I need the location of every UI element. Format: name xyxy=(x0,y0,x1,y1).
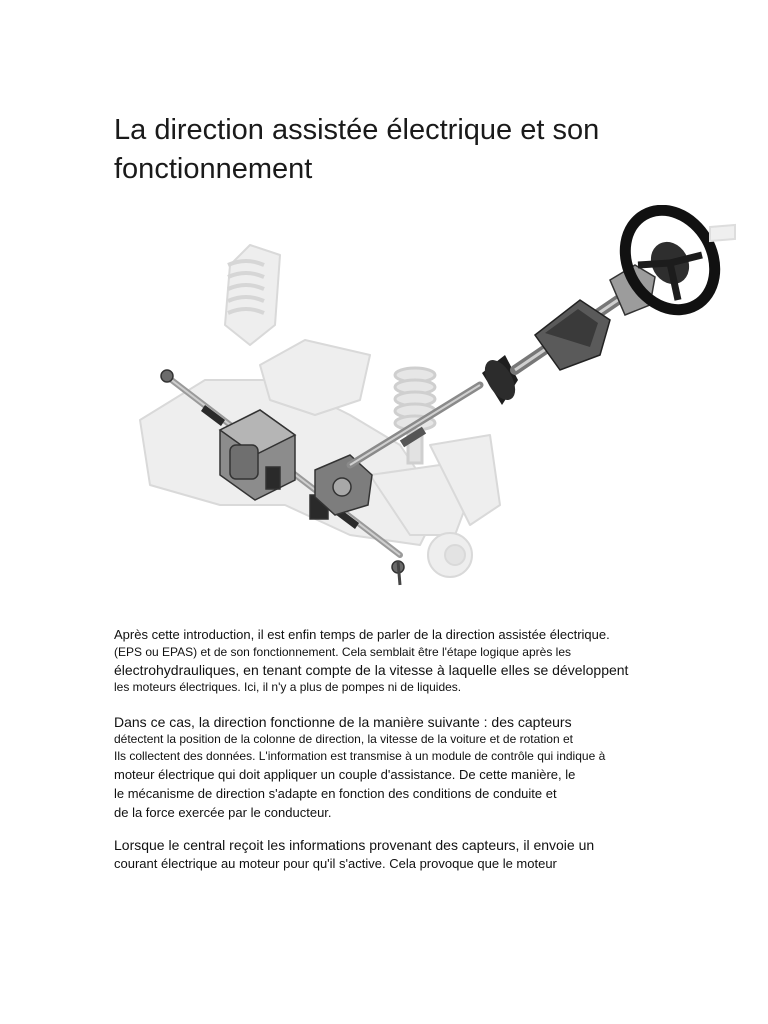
suspension-frame-ghost xyxy=(140,245,500,577)
title-line: La direction assistée électrique et son xyxy=(114,114,600,146)
title-line: fonctionnement xyxy=(114,153,313,185)
text-line: Après cette introduction, il est enfin temps de parler de la direction assistée électrique. xyxy=(114,627,610,642)
text-line: électrohydrauliques, en tenant compte de la vitesse à laquelle elles se développent xyxy=(114,662,629,678)
ghost-bracket xyxy=(710,225,735,241)
text-line: (EPS ou EPAS) et de son fonctionnement. Cela semblait être l'étape logique après les xyxy=(114,645,571,659)
steering-boot xyxy=(479,355,522,405)
text-line: de la force exercée par le conducteur. xyxy=(114,805,332,820)
text-line: le mécanisme de direction s'adapte en fonction des conditions de conduite et xyxy=(114,786,557,801)
text-line: Dans ce cas, la direction fonctionne de la manière suivante : des capteurs xyxy=(114,714,572,730)
page-title xyxy=(114,111,714,189)
text-line: détectent la position de la colonne de direction, la vitesse de la voiture et de rotation et xyxy=(114,732,573,746)
text-line: Ils collectent des données. L'information est transmise à un module de contrôle qui indique à xyxy=(114,749,606,763)
paragraph-2 xyxy=(114,713,674,822)
steering-system-illustration xyxy=(110,205,740,605)
paragraph-3 xyxy=(114,836,674,873)
text-line: moteur électrique qui doit appliquer un couple d'assistance. De cette manière, le xyxy=(114,767,576,782)
text-line: les moteurs électriques. Ici, il n'y a plus de pompes ni de liquides. xyxy=(114,680,462,694)
text-line: courant électrique au moteur pour qu'il s'active. Cela provoque que le moteur xyxy=(114,856,557,871)
paragraph-1 xyxy=(114,625,674,696)
text-line: Lorsque le central reçoit les informations provenant des capteurs, il envoie un xyxy=(114,837,595,853)
